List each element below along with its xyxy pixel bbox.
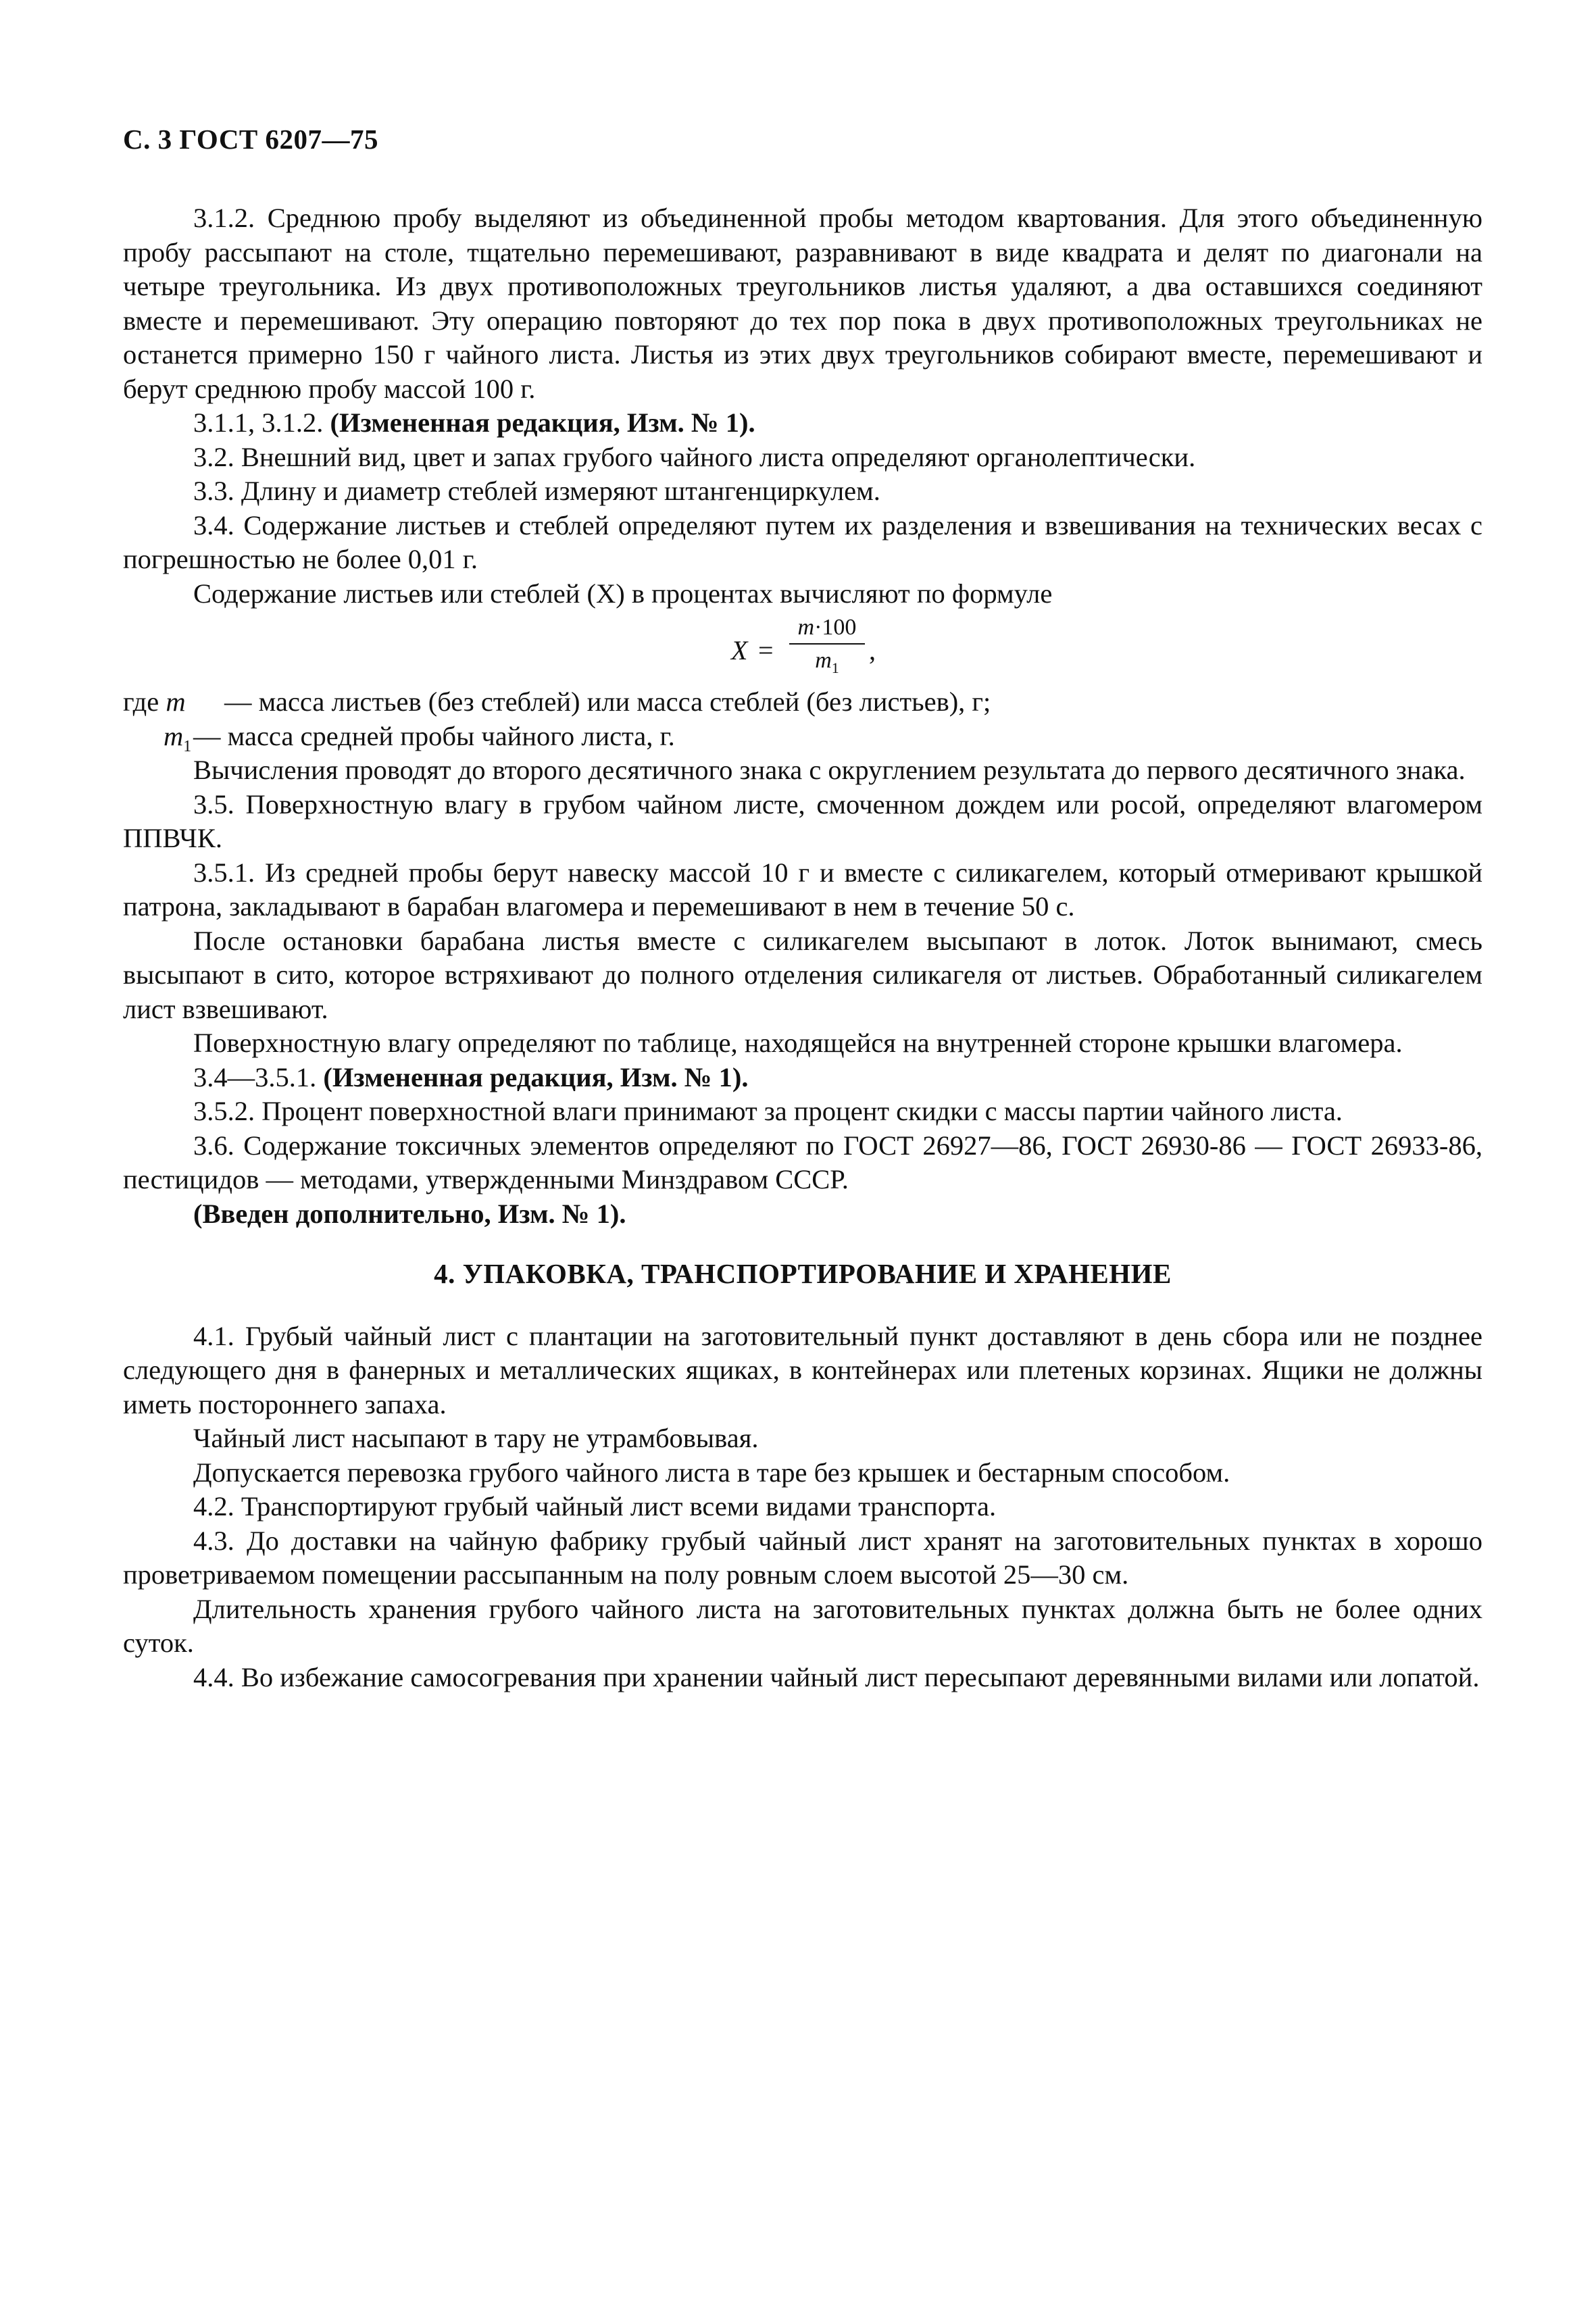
formula-denominator [787, 647, 868, 674]
where-1-prefix: где [123, 686, 166, 717]
where-1-var: m [166, 686, 186, 717]
paragraph-3-5-1: 3.5.1. Из средней пробы берут навеску массой 10 г и вместе с силикагелем, который отмеривают крышкой патрона, закладывают в барабан влагомера и перемешивают в нем в течение 50 с. [123, 857, 1482, 922]
formula-numerator [787, 613, 868, 642]
paragraph-4-1-c: Допускается перевозка грубого чайного листа в таре без крышек и бестарным способом. [193, 1457, 1230, 1488]
where-2-var: m [164, 720, 184, 751]
formula [123, 613, 1482, 684]
paragraph-3-5-2: 3.5.2. Процент поверхностной влаги принимают за процент скидки с массы партии чайного листа. [193, 1096, 1343, 1126]
formula-equals: = [758, 635, 774, 665]
amendment-note-1 [123, 406, 1482, 441]
paragraph-4-4: 4.4. Во избежание самосогревания при хранении чайный лист пересыпают деревянными вилами или лопатой. [193, 1661, 1480, 1692]
where-line-2 [123, 720, 1482, 754]
where-1-text: — масса листьев (без стеблей) или масса стеблей (без листьев), г; [224, 686, 991, 717]
amendment-note-2 [123, 1061, 1482, 1095]
paragraph-3-4: 3.4. Содержание листьев и стеблей определяют путем их разделения и взвешивания на технических весах с погрешностью не более 0,01 г. [123, 509, 1482, 574]
paragraph-3-2: 3.2. Внешний вид, цвет и запах грубого чайного листа определяют органолептически. [193, 441, 1196, 472]
formula-numerator-var: m [797, 615, 815, 640]
document-body [123, 201, 1482, 1694]
paragraph-4-1: 4.1. Грубый чайный лист с плантации на заготовительный пункт доставляют в день сбора или не позднее следующего дня в фанерных и металлических ящиках, в контейнерах или плетеных корзинах. Ящики не должны иметь постороннего запаха. [123, 1320, 1482, 1419]
section-4-title: 4. УПАКОВКА, ТРАНСПОРТИРОВАНИЕ И ХРАНЕНИЕ [434, 1258, 1172, 1289]
formula-denominator-sub: 1 [831, 659, 839, 676]
where-line-1 [123, 685, 1482, 720]
formula-fraction-bar [789, 643, 865, 645]
paragraph-calculation: Вычисления проводят до второго десятичного знака с округлением результата до первого десятичного знака. [193, 755, 1466, 785]
formula-denominator-var: m [815, 648, 832, 673]
amendment-note-2-prefix: 3.4—3.5.1. [193, 1061, 324, 1092]
amendment-note-1-prefix: 3.1.1, 3.1.2. [193, 407, 330, 438]
paragraph-3-3: 3.3. Длину и диаметр стеблей измеряют штангенциркулем. [193, 476, 880, 506]
paragraph-3-1-2: 3.1.2. Среднюю пробу выделяют из объединенной пробы методом квартования. Для этого объединенную пробу рассыпают на столе, тщательно перемешивают, разравнивают в виде квадрата и делят по диагонали на четыре треугольника. Из двух противоположных треугольников листья удаляют, а два оставшихся соединяют вместе и перемешивают. Эту операцию повторяют до тех пор пока в двух противоположных треугольниках не останется примерно 150 г чайного листа. Листья из этих двух треугольников собирают вместе, перемешивают и берут среднюю пробу массой 100 г. [123, 203, 1482, 404]
paragraph-4-3: 4.3. До доставки на чайную фабрику грубый чайный лист хранят на заготовительных пунктах в хорошо проветриваемом помещении рассыпанным на полу ровным слоем высотой 25—30 см. [123, 1525, 1482, 1590]
paragraph-4-1-b: Чайный лист насыпают в тару не утрамбовывая. [193, 1423, 759, 1453]
formula-lhs: X [731, 635, 748, 665]
formula-fraction [787, 613, 868, 674]
formula-intro: Содержание листьев или стеблей (X) в процентах вычисляют по формуле [193, 578, 1053, 609]
amendment-note-3 [123, 1197, 1482, 1232]
paragraph-3-6: 3.6. Содержание токсичных элементов определяют по ГОСТ 26927—86, ГОСТ 26930-86 — ГОСТ 26933-86, пестицидов — методами, утвержденными Минздравом СССР. [123, 1130, 1482, 1194]
where-1-label [123, 685, 186, 720]
where-2-sub: 1 [183, 737, 192, 755]
paragraph-3-5: 3.5. Поверхностную влагу в грубом чайном листе, смоченном дождем или росой, определяют влагомером ППВЧК. [123, 788, 1482, 853]
amendment-note-3-bold: (Введен дополнительно, Изм. № 1). [193, 1198, 626, 1229]
where-2-text: — масса средней пробы чайного листа, г. [193, 720, 675, 751]
paragraph-4-3-b: Длительность хранения грубого чайного листа на заготовительных пунктах должна быть не более одних суток. [123, 1593, 1482, 1658]
where-2-label [164, 720, 191, 764]
paragraph-after-drum: После остановки барабана листья вместе с силикагелем высыпают в лоток. Лоток вынимают, смесь высыпают в сито, которое встряхивают до полного отделения силикагеля от листьев. Обработанный силикагелем лист взвешивают. [123, 925, 1482, 1024]
paragraph-surface-moisture: Поверхностную влагу определяют по таблице, находящейся на внутренней стороне крышки влагомера. [193, 1028, 1403, 1058]
paragraph-4-2: 4.2. Транспортируют грубый чайный лист всеми видами транспорта. [193, 1491, 997, 1521]
amendment-note-1-bold: (Измененная редакция, Изм. № 1). [330, 407, 755, 438]
formula-numerator-rest: ·100 [814, 615, 857, 640]
formula-comma: , [869, 635, 876, 665]
page-header: С. 3 ГОСТ 6207—75 [123, 124, 379, 155]
amendment-note-2-bold: (Измененная редакция, Изм. № 1). [323, 1061, 749, 1092]
